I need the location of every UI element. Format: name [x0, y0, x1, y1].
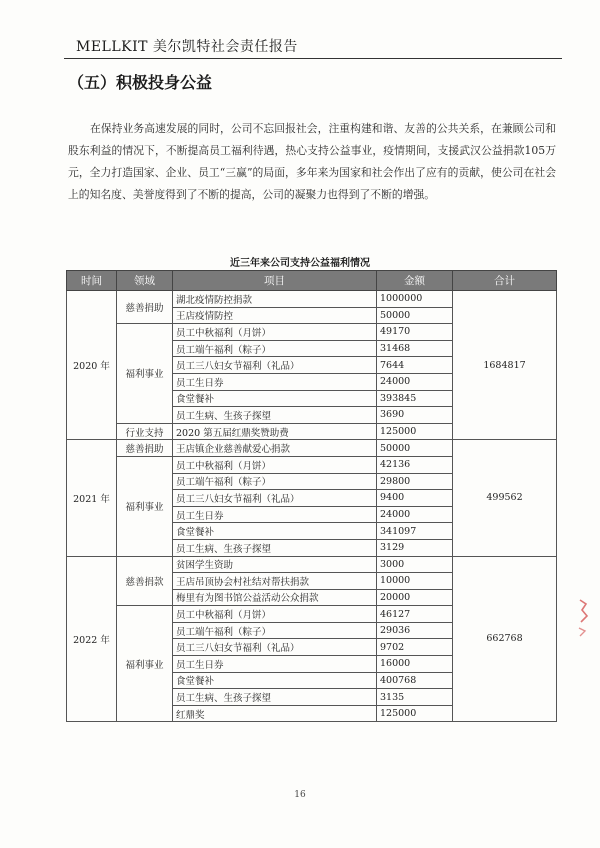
table-row — [67, 440, 557, 457]
amount-cell: 10000 — [377, 573, 453, 590]
page-number: 16 — [294, 790, 306, 800]
item-cell: 湖北疫情防控捐款 — [173, 291, 377, 308]
item-cell: 员工生日券 — [173, 506, 377, 523]
total-cell: 1684817 — [453, 291, 557, 440]
amount-cell: 125000 — [377, 705, 453, 722]
amount-cell: 50000 — [377, 307, 453, 324]
amount-cell: 393845 — [377, 390, 453, 407]
amount-cell: 24000 — [377, 373, 453, 390]
section-paragraph: 在保持业务高速发展的同时，公司不忘回报社会，注重构建和谐、友善的公共关系，在兼顾公司和股东利益的情况下，不断提高员工福利待遇，热心支持公益事业，疫情期间，支援武汉公益捐款105万元，全力打造国家、企业、员工“三赢”的局面，多年来为国家和社会作出了应有的贡献，使公司在社会上的知名度、美誉度得到了不断的提高，公司的凝聚力也得到了不断的增强。 — [68, 122, 556, 201]
amount-cell: 3690 — [377, 407, 453, 424]
item-cell: 王店吊顶协会村社结对帮扶捐款 — [173, 573, 377, 590]
amount-cell: 29800 — [377, 473, 453, 490]
table-caption: 近三年来公司支持公益福利情况 — [230, 258, 370, 269]
item-cell: 食堂餐补 — [173, 390, 377, 407]
total-cell: 662768 — [453, 556, 557, 722]
item-cell: 员工生病、生孩子探望 — [173, 407, 377, 424]
item-cell: 员工三八妇女节福利（礼品） — [173, 490, 377, 507]
table-header-row — [67, 271, 557, 291]
item-cell: 贫困学生资助 — [173, 556, 377, 573]
item-cell: 食堂餐补 — [173, 523, 377, 540]
amount-cell: 125000 — [377, 423, 453, 440]
red-seal-mark — [576, 598, 590, 644]
item-cell: 王店镇企业慈善献爱心捐款 — [173, 440, 377, 457]
year-cell: 2022 年 — [67, 556, 117, 722]
category-cell: 行业支持 — [117, 423, 173, 440]
header-year: 时间 — [67, 271, 117, 291]
amount-cell: 9702 — [377, 639, 453, 656]
item-cell: 员工中秋福利（月饼） — [173, 606, 377, 623]
report-header: MELLKIT 美尔凯特社会责任报告 — [76, 39, 298, 55]
item-cell: 员工端午福利（粽子） — [173, 340, 377, 357]
amount-cell: 50000 — [377, 440, 453, 457]
year-cell: 2021 年 — [67, 440, 117, 556]
item-cell: 员工生日券 — [173, 656, 377, 673]
amount-cell: 7644 — [377, 357, 453, 374]
item-cell: 红鼎奖 — [173, 705, 377, 722]
category-cell: 慈善捐助 — [117, 291, 173, 324]
year-cell: 2020 年 — [67, 291, 117, 440]
header-category: 领域 — [117, 271, 173, 291]
table-row — [67, 291, 557, 308]
header-amount: 金额 — [377, 271, 453, 291]
item-cell: 员工三八妇女节福利（礼品） — [173, 357, 377, 374]
item-cell: 王店疫情防控 — [173, 307, 377, 324]
item-cell: 员工生病、生孩子探望 — [173, 539, 377, 556]
welfare-table — [66, 270, 557, 722]
amount-cell: 1000000 — [377, 291, 453, 308]
amount-cell: 341097 — [377, 523, 453, 540]
category-cell: 慈善捐款 — [117, 556, 173, 606]
item-cell: 员工端午福利（粽子） — [173, 473, 377, 490]
amount-cell: 16000 — [377, 656, 453, 673]
item-cell: 员工中秋福利（月饼） — [173, 456, 377, 473]
category-cell: 慈善捐助 — [117, 440, 173, 457]
table-body — [67, 291, 557, 722]
item-cell: 梅里有为图书馆公益活动公众捐款 — [173, 589, 377, 606]
header-rule — [64, 58, 562, 59]
category-cell: 福利事业 — [117, 456, 173, 556]
item-cell: 食堂餐补 — [173, 672, 377, 689]
amount-cell: 29036 — [377, 622, 453, 639]
table-row — [67, 556, 557, 573]
item-cell: 2020 第五届红鼎奖赞助费 — [173, 423, 377, 440]
item-cell: 员工三八妇女节福利（礼品） — [173, 639, 377, 656]
amount-cell: 42136 — [377, 456, 453, 473]
item-cell: 员工中秋福利（月饼） — [173, 324, 377, 341]
item-cell: 员工生日券 — [173, 373, 377, 390]
amount-cell: 3135 — [377, 689, 453, 706]
amount-cell: 3000 — [377, 556, 453, 573]
amount-cell: 400768 — [377, 672, 453, 689]
category-cell: 福利事业 — [117, 324, 173, 424]
section-title: （五）积极投身公益 — [68, 73, 213, 92]
amount-cell: 20000 — [377, 589, 453, 606]
amount-cell: 24000 — [377, 506, 453, 523]
item-cell: 员工端午福利（粽子） — [173, 622, 377, 639]
amount-cell: 31468 — [377, 340, 453, 357]
category-cell: 福利事业 — [117, 606, 173, 722]
amount-cell: 9400 — [377, 490, 453, 507]
item-cell: 员工生病、生孩子探望 — [173, 689, 377, 706]
amount-cell: 3129 — [377, 539, 453, 556]
total-cell: 499562 — [453, 440, 557, 556]
amount-cell: 46127 — [377, 606, 453, 623]
header-total: 合计 — [453, 271, 557, 291]
header-item: 项目 — [173, 271, 377, 291]
amount-cell: 49170 — [377, 324, 453, 341]
